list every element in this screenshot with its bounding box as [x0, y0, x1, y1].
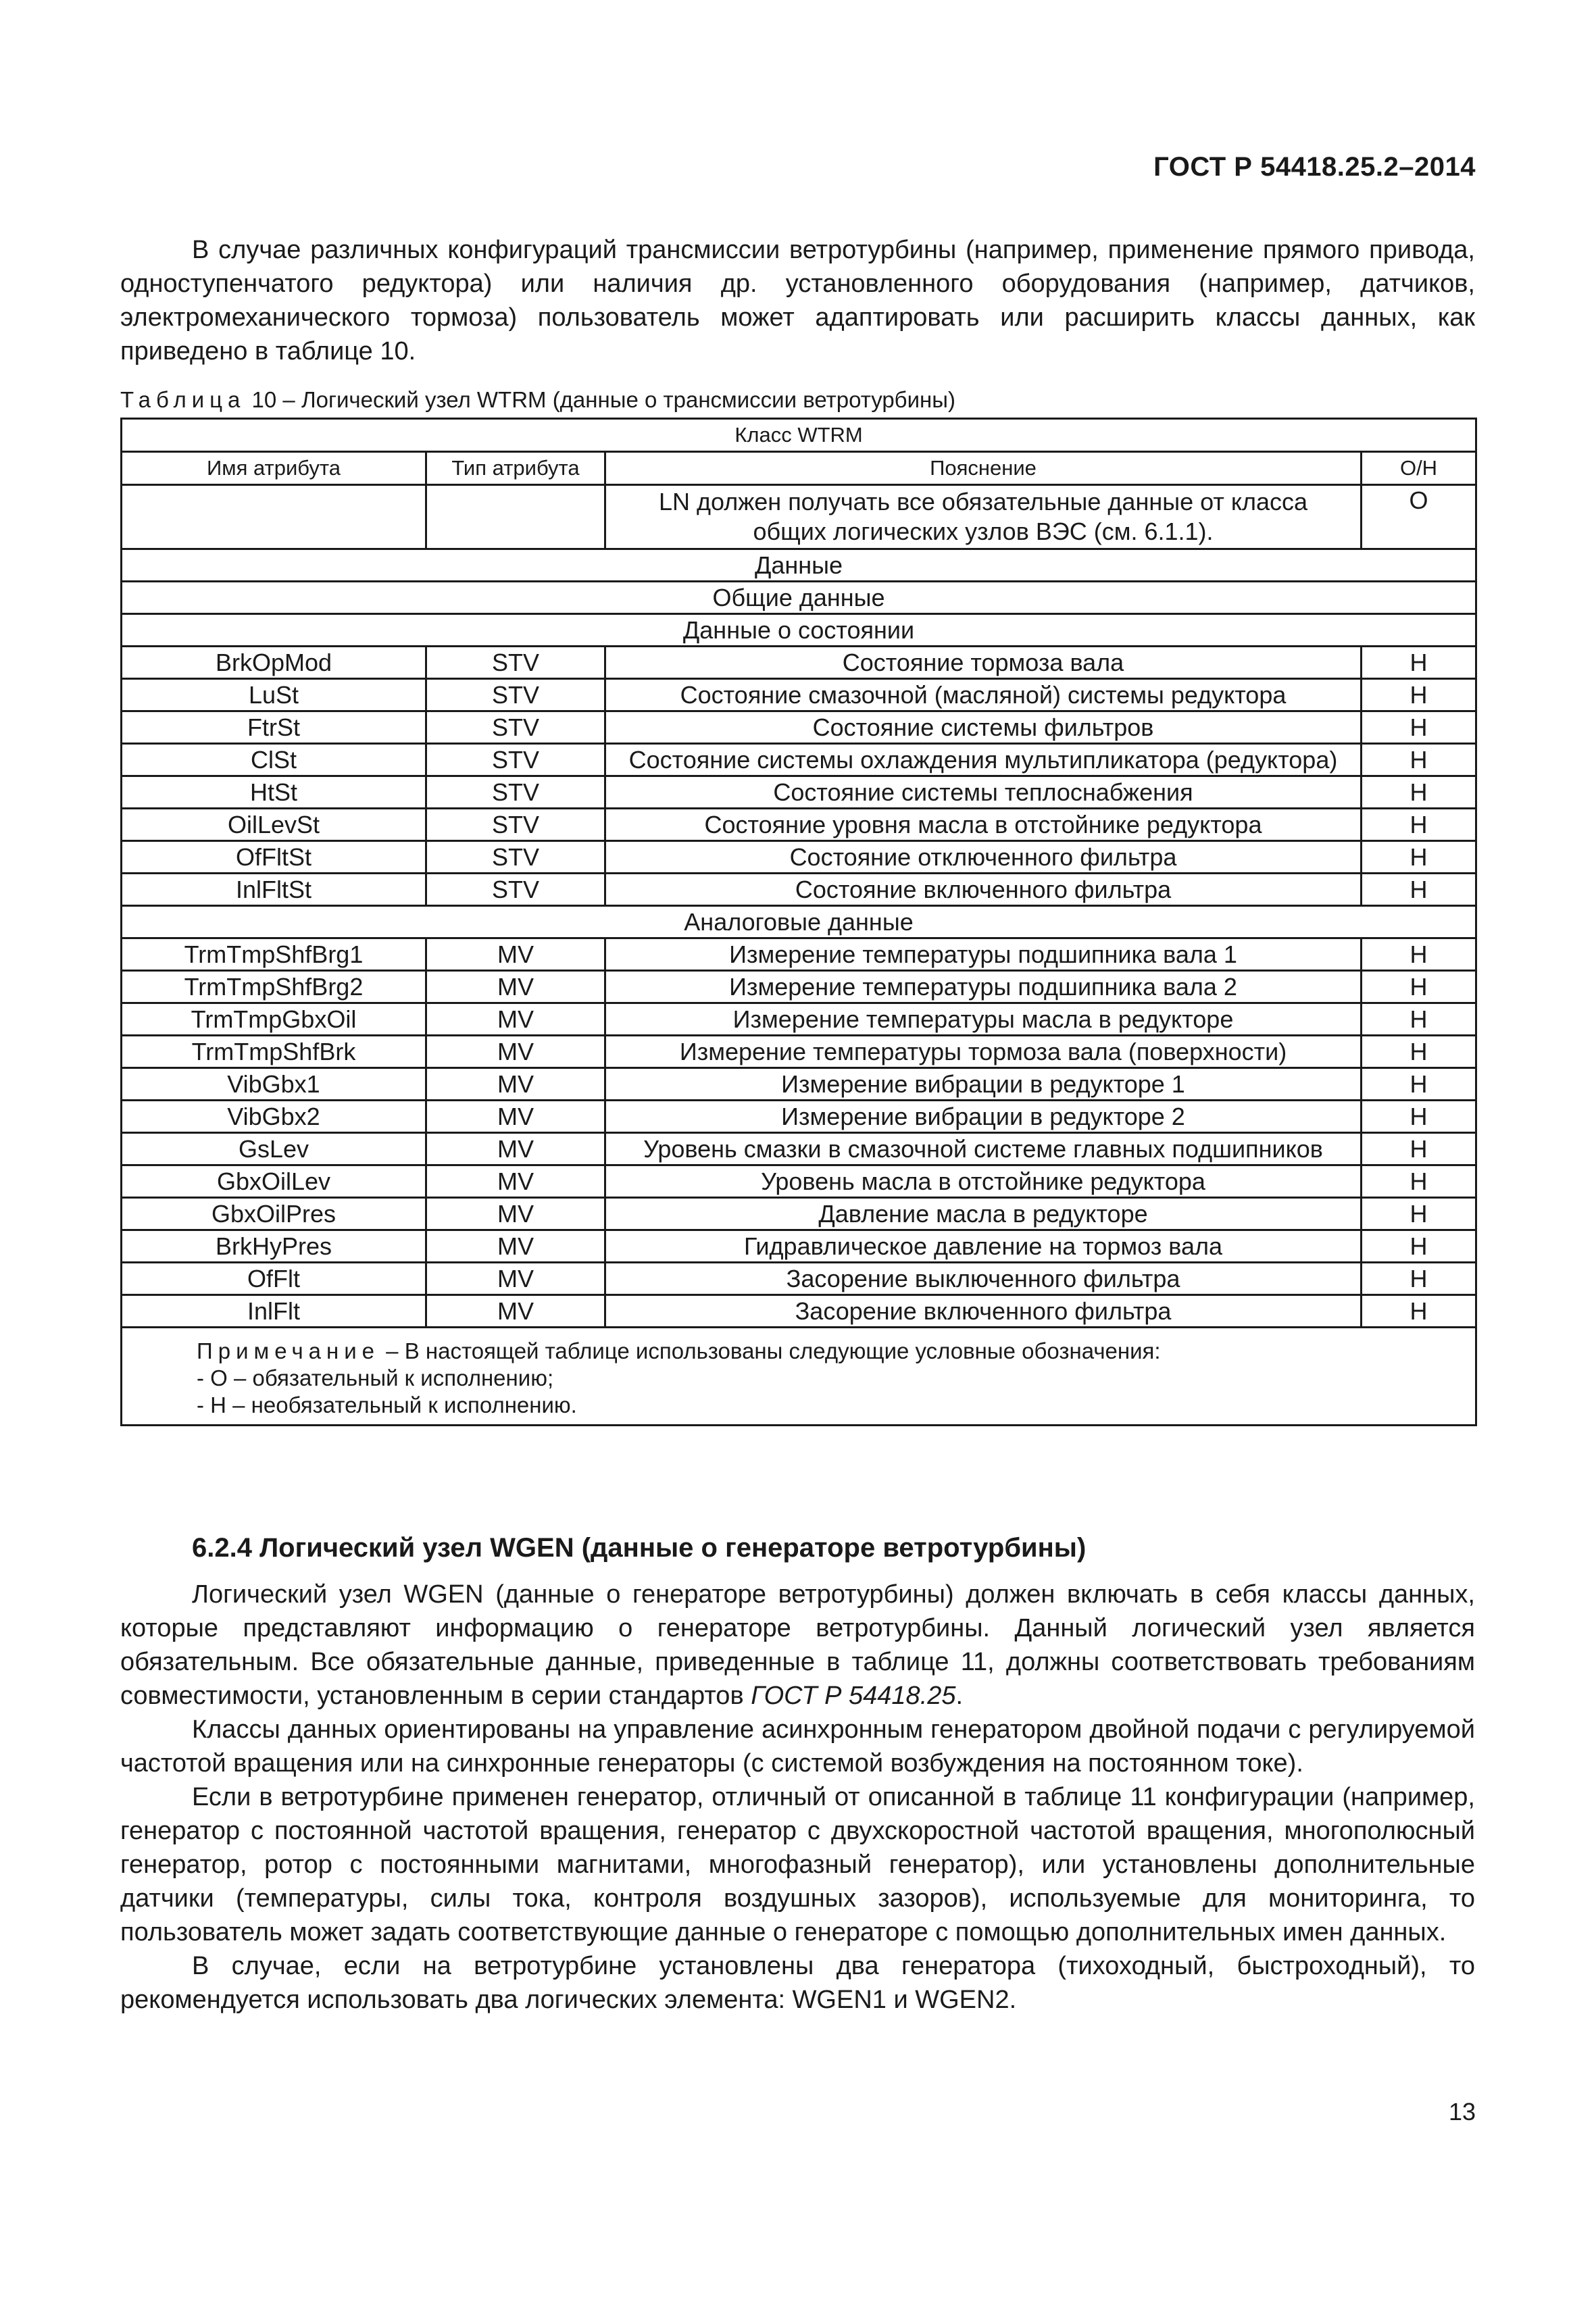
mo-cell: Н [1362, 1165, 1476, 1198]
mo-cell: Н [1362, 1101, 1476, 1133]
attr-type-cell: MV [426, 1101, 605, 1133]
header-attr-name: Имя атрибута [122, 452, 426, 485]
section-paragraph-1 [120, 1578, 1475, 1713]
mo-cell: Н [1362, 1230, 1476, 1263]
attr-name-cell: HtSt [122, 776, 426, 809]
attr-type-cell: STV [426, 647, 605, 679]
mo-cell: Н [1362, 1198, 1476, 1230]
mo-cell: Н [1362, 1003, 1476, 1036]
explanation-cell: Уровень смазки в смазочной системе главных подшипников [605, 1133, 1362, 1165]
table-row [122, 1068, 1476, 1101]
attr-name-cell: GbxOilPres [122, 1198, 426, 1230]
attr-name-cell: OilLevSt [122, 809, 426, 841]
explanation-cell: Измерение вибрации в редукторе 1 [605, 1068, 1362, 1101]
group-row-status [122, 614, 1476, 647]
group-status-cell: Данные о состоянии [122, 614, 1476, 647]
attr-type-cell: STV [426, 776, 605, 809]
ln-explanation-cell: LN должен получать все обязательные данные от класса общих логических узлов ВЭС (см. 6.1.1). [605, 485, 1362, 549]
attr-name-cell: ClSt [122, 744, 426, 776]
table-row [122, 647, 1476, 679]
mo-cell: Н [1362, 1295, 1476, 1328]
attr-type-cell: STV [426, 744, 605, 776]
explanation-cell: Состояние системы охлаждения мультипликатора (редуктора) [605, 744, 1362, 776]
wtrm-table [120, 418, 1477, 1426]
table-note-row [122, 1328, 1476, 1426]
attr-name-cell: LuSt [122, 679, 426, 711]
attr-name-cell: TrmTmpGbxOil [122, 1003, 426, 1036]
note-text: – В настоящей таблице использованы следующие условные обозначения: [380, 1338, 1161, 1363]
table-caption-label: Таблица [120, 387, 246, 412]
table-row [122, 1263, 1476, 1295]
mo-cell: Н [1362, 776, 1476, 809]
table-row [122, 1165, 1476, 1198]
group-data-cell: Данные [122, 549, 1476, 582]
explanation-cell: Засорение включенного фильтра [605, 1295, 1362, 1328]
attr-name-cell: GbxOilLev [122, 1165, 426, 1198]
table-row [122, 1198, 1476, 1230]
attr-type-cell: MV [426, 1263, 605, 1295]
mo-cell: Н [1362, 679, 1476, 711]
section-title: 6.2.4 Логический узел WGEN (данные о генераторе ветротурбины) [192, 1533, 1087, 1563]
mo-cell: Н [1362, 1036, 1476, 1068]
note-line-1: - О – обязательный к исполнению; [197, 1365, 554, 1390]
attr-type-cell: STV [426, 874, 605, 906]
attr-type-cell: MV [426, 1198, 605, 1230]
attr-type-cell: MV [426, 1036, 605, 1068]
page-number: 13 [1448, 2098, 1476, 2126]
ln-name-cell [122, 485, 426, 549]
header-attr-type: Тип атрибута [426, 452, 605, 485]
table-row [122, 1003, 1476, 1036]
attr-name-cell: OfFlt [122, 1263, 426, 1295]
attr-name-cell: InlFlt [122, 1295, 426, 1328]
group-row-common [122, 582, 1476, 614]
attr-name-cell: VibGbx1 [122, 1068, 426, 1101]
table-note-cell [122, 1328, 1476, 1426]
class-cell: Класс WTRM [122, 419, 1476, 452]
explanation-cell: Измерение температуры подшипника вала 2 [605, 971, 1362, 1003]
p1-reference: ГОСТ Р 54418.25 [751, 1682, 956, 1710]
explanation-cell: Засорение выключенного фильтра [605, 1263, 1362, 1295]
explanation-cell: Гидравлическое давление на тормоз вала [605, 1230, 1362, 1263]
explanation-cell: Состояние отключенного фильтра [605, 841, 1362, 874]
section-paragraph-2: Классы данных ориентированы на управление асинхронным генератором двойной подачи с регулируемой частотой вращения или на синхронные генераторы (с системой возбуждения на постоянном токе). [120, 1715, 1475, 1778]
attr-type-cell: MV [426, 1133, 605, 1165]
explanation-cell: Измерение температуры масла в редукторе [605, 1003, 1362, 1036]
table-caption [120, 386, 955, 413]
mo-cell: Н [1362, 874, 1476, 906]
p1-end: . [955, 1682, 964, 1710]
attr-type-cell: STV [426, 809, 605, 841]
mo-cell: Н [1362, 1263, 1476, 1295]
attr-name-cell: TrmTmpShfBrg1 [122, 938, 426, 971]
mo-cell: Н [1362, 938, 1476, 971]
mo-cell: Н [1362, 711, 1476, 744]
table-row [122, 874, 1476, 906]
mo-cell: Н [1362, 647, 1476, 679]
mo-cell: Н [1362, 971, 1476, 1003]
attr-name-cell: VibGbx2 [122, 1101, 426, 1133]
table-row [122, 809, 1476, 841]
mo-cell: Н [1362, 809, 1476, 841]
attr-name-cell: TrmTmpShfBrk [122, 1036, 426, 1068]
mo-cell: Н [1362, 1068, 1476, 1101]
section-paragraph-3: Если в ветротурбине применен генератор, отличный от описанной в таблице 11 конфигурации (например, генератор с постоянной частотой вращения, генератор с двухскоростной частотой вращения, многополюсный генератор, ротор с постоянными магнитами, многофазный генератор), или установлены дополнительные датчики (температуры, силы тока, контроля воздушных зазоров), используемые для мониторинга, то пользователь может задать соответствующие данные о генераторе с помощью дополнительных имен данных. [120, 1783, 1475, 1946]
header-mo: О/Н [1362, 452, 1476, 485]
header-explanation: Пояснение [605, 452, 1362, 485]
section-paragraph-4: В случае, если на ветротурбине установлены два генератора (тихоходный, быстроходный), то рекомендуется использовать два логических элемента: WGEN1 и WGEN2. [120, 1952, 1475, 2014]
attr-type-cell: MV [426, 1068, 605, 1101]
intro-paragraph [120, 233, 1475, 368]
intro-paragraph-text: В случае различных конфигураций трансмиссии ветротурбины (например, применение прямого привода, одноступенчатого редуктора) или наличия др. установленного оборудования (например, датчиков, электромеханического тормоза) пользователь может адаптировать или расширить классы данных, как приведено в таблице 10. [120, 236, 1475, 366]
p1-text: Логический узел WGEN (данные о генераторе ветротурбины) должен включать в себя классы данных, которые представляют информацию о генераторе ветротурбины. Данный логический узел является обязательным. Все обязательные данные, приведенные в таблице 11, должны соответствовать требованиям совместимости, установленным в серии стандартов [120, 1580, 1475, 1710]
table-ln-row [122, 485, 1476, 549]
explanation-cell: Состояние тормоза вала [605, 647, 1362, 679]
explanation-cell: Состояние включенного фильтра [605, 874, 1362, 906]
explanation-cell: Состояние системы фильтров [605, 711, 1362, 744]
table-row [122, 1230, 1476, 1263]
attr-type-cell: MV [426, 1230, 605, 1263]
table-row [122, 841, 1476, 874]
note-line-2: - Н – необязательный к исполнению. [197, 1392, 577, 1417]
explanation-cell: Состояние уровня масла в отстойнике редуктора [605, 809, 1362, 841]
attr-type-cell: STV [426, 711, 605, 744]
attr-name-cell: OfFltSt [122, 841, 426, 874]
attr-name-cell: InlFltSt [122, 874, 426, 906]
group-common-cell: Общие данные [122, 582, 1476, 614]
table-row [122, 776, 1476, 809]
table-row [122, 679, 1476, 711]
attr-name-cell: GsLev [122, 1133, 426, 1165]
explanation-cell: Состояние смазочной (масляной) системы редуктора [605, 679, 1362, 711]
attr-type-cell: MV [426, 1165, 605, 1198]
attr-type-cell: MV [426, 971, 605, 1003]
table-row [122, 711, 1476, 744]
attr-type-cell: MV [426, 1003, 605, 1036]
table-row [122, 971, 1476, 1003]
explanation-cell: Измерение вибрации в редукторе 2 [605, 1101, 1362, 1133]
attr-type-cell: MV [426, 1295, 605, 1328]
table-row [122, 744, 1476, 776]
explanation-cell: Измерение температуры подшипника вала 1 [605, 938, 1362, 971]
explanation-cell: Измерение температуры тормоза вала (поверхности) [605, 1036, 1362, 1068]
table-row [122, 1101, 1476, 1133]
attr-type-cell: MV [426, 938, 605, 971]
mo-cell: Н [1362, 744, 1476, 776]
attr-type-cell: STV [426, 841, 605, 874]
section-body [120, 1578, 1475, 2017]
ln-mo-cell: О [1362, 485, 1476, 549]
ln-type-cell [426, 485, 605, 549]
table-caption-title: 10 – Логический узел WTRM (данные о трансмиссии ветротурбины) [245, 387, 955, 412]
attr-name-cell: FtrSt [122, 711, 426, 744]
group-analog-cell: Аналоговые данные [122, 906, 1476, 938]
table-row [122, 1295, 1476, 1328]
explanation-cell: Уровень масла в отстойнике редуктора [605, 1165, 1362, 1198]
document-id-header: ГОСТ Р 54418.25.2–2014 [1153, 152, 1476, 182]
table-row [122, 938, 1476, 971]
explanation-cell: Давление масла в редукторе [605, 1198, 1362, 1230]
attr-name-cell: BrkOpMod [122, 647, 426, 679]
attr-name-cell: BrkHyPres [122, 1230, 426, 1263]
attr-name-cell: TrmTmpShfBrg2 [122, 971, 426, 1003]
table-row [122, 1133, 1476, 1165]
table-row [122, 1036, 1476, 1068]
table-class-row [122, 419, 1476, 452]
mo-cell: Н [1362, 1133, 1476, 1165]
note-label: Примечание [197, 1338, 380, 1363]
group-row-data [122, 549, 1476, 582]
mo-cell: Н [1362, 841, 1476, 874]
table-header-row [122, 452, 1476, 485]
explanation-cell: Состояние системы теплоснабжения [605, 776, 1362, 809]
attr-type-cell: STV [426, 679, 605, 711]
group-row-analog [122, 906, 1476, 938]
